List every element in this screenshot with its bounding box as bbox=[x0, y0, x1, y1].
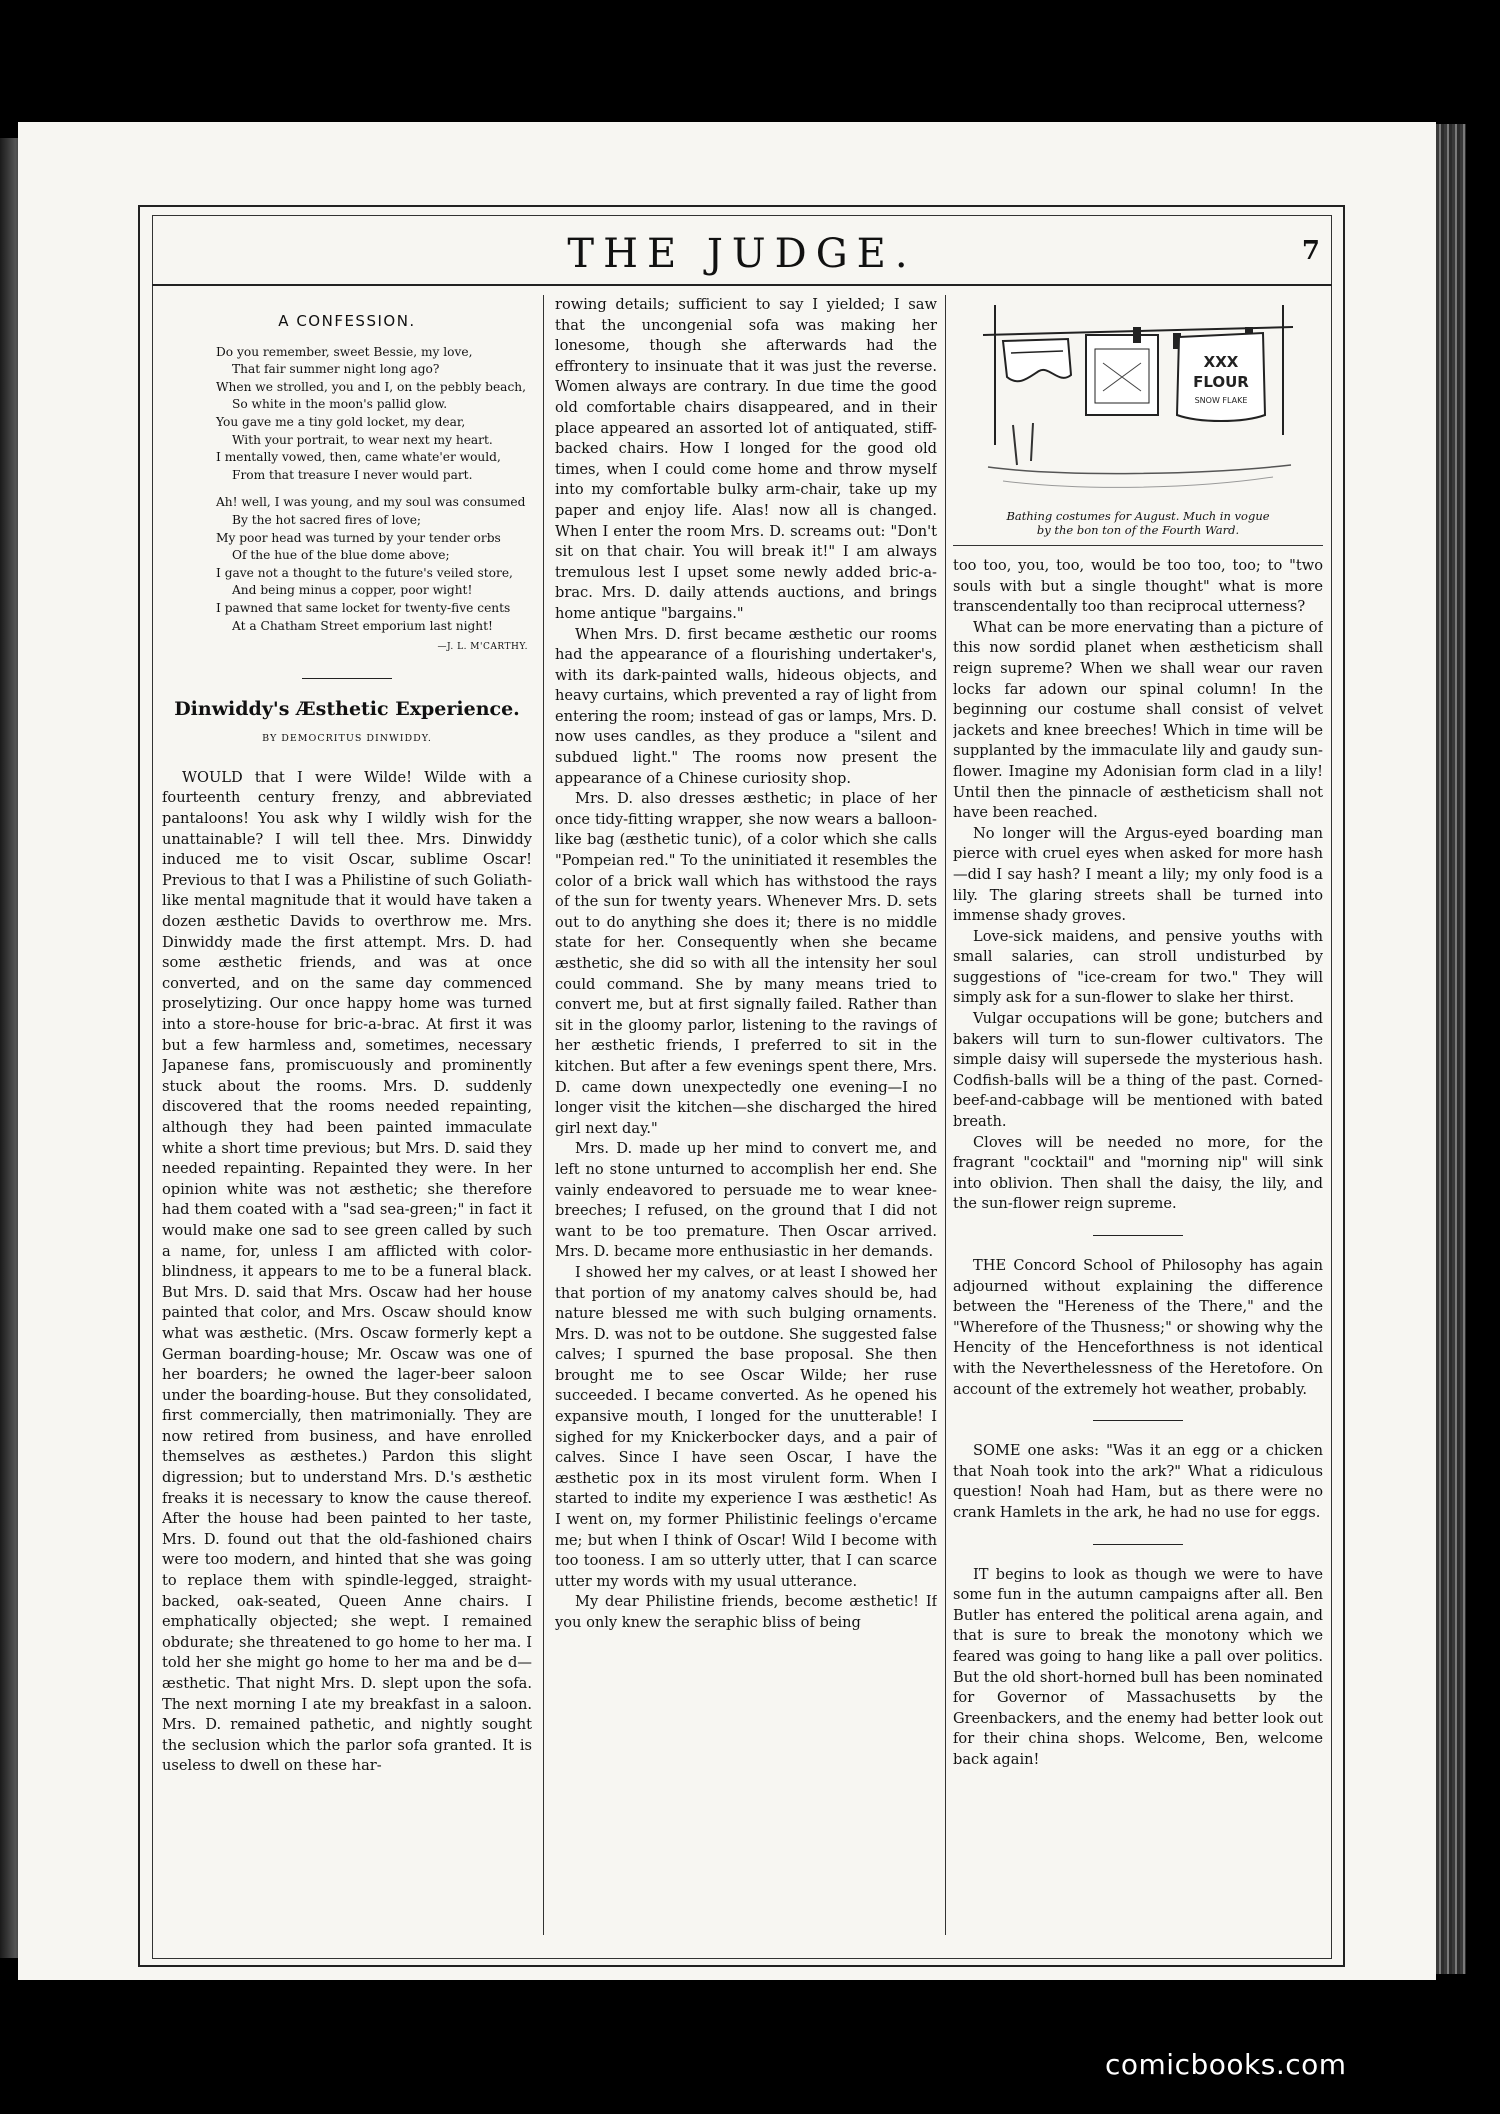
paragraph: Mrs. D. made up her mind to convert me, and left no stone unturned to accomplish her end. She vainly endeavored to persuade me to wear knee-breeches; I refused, on the ground that I did not want to be too premature. Then Oscar arrived. Mrs. D. became more enthusiastic in her demands. bbox=[555, 1140, 937, 1261]
paragraph: Love-sick maidens, and pensive youths with small salaries, can stroll undisturbed by suggestions of "ice-cream for two." They will simply ask for a sun-flower to slake her thirst. bbox=[953, 927, 1323, 1007]
sack-text-xxx: XXX bbox=[1203, 353, 1239, 371]
editorial-item: IT begins to look as though we were to have some fun in the autumn campaigns after all. Ben Butler has entered the political arena again, and that is sure to break the monotony which we feared was going to hang like a pall over politics. But the old short-horned bull has been nominated for Governor of Massachusetts by the Greenbackers, and the enemy had better look out for their china shops. Welcome, Ben, welcome back again! bbox=[953, 1565, 1323, 1768]
article-column-1-text bbox=[162, 768, 532, 1777]
paragraph: Cloves will be needed no more, for the fragrant "cocktail" and "morning nip" will sink into oblivion. Then shall the daisy, the lily, and the sun-flower reign supreme. bbox=[953, 1133, 1323, 1213]
page-number: 7 bbox=[1301, 236, 1320, 266]
paragraph: Vulgar occupations will be gone; butchers and bakers will turn to sun-flower cultivators. The simple daisy will supersede the mysterious hash. Codfish-balls will be a thing of the past. Corned-beef-and-cabbage will be mentioned with bated breath. bbox=[953, 1010, 1323, 1131]
poem-line: I gave not a thought to the future's veiled store, bbox=[216, 565, 513, 580]
column-1 bbox=[162, 295, 532, 1945]
item-divider bbox=[1093, 1235, 1183, 1236]
paragraph: WOULD that I were Wilde! Wilde with a fourteenth century frenzy, and abbreviated pantaloons! You ask why I wildly wish for the unattainable? I will tell thee. Mrs. Dinwiddy induced me to visit Oscar, sublime Oscar! Previous to that I was a Philistine of such Goliath-like mental magnitude that it would have taken a dozen æsthetic Davids to overthrow me. Mrs. Dinwiddy made the first attempt. Mrs. D. had some æsthetic friends, and was at once converted, and on the same day commenced proselytizing. Our once happy home was turned into a store-house for bric-a-brac. At first it was but a few harmless and, sometimes, necessary Japanese fans, promiscuously and prominently stuck about the rooms. Mrs. D. suddenly discovered that the rooms needed repainting, although they had been painted immaculate white a short time previous; but Mrs. D. said they needed repainting. Repainted they were. In her opinion white was not æsthetic; she therefore had them coated with a "sad sea-green;" in fact it would make one sad to see green called by such a name, for, unless I am afflicted with color-blindness, it appears to me to be a funeral black. But Mrs. D. said that Mrs. Oscaw had her house painted that color, and Mrs. Oscaw should know what was æsthetic. (Mrs. Oscaw formerly kept a German boarding-house; Mr. Oscaw was one of her boarders; he owned the lager-beer saloon under the boarding-house. But they consolidated, first commercially, then matrimonially. They are now retired from business, and have enrolled themselves as æsthetes.) Pardon this slight digression; but to understand Mrs. D.'s æsthetic freaks it is necessary to know the cause thereof. After the house had been painted to her taste, Mrs. D. found out that the old-fashioned chairs were too modern, and hinted that she was going to replace them with spindle-legged, straight-backed, oak-seated, Queen Anne chairs. I emphatically objected; she wept. I remained obdurate; she threatened to go home to her ma. I told her she might go home to her ma and be d—æsthetic. That night Mrs. D. slept upon the sofa. The next morning I ate my breakfast in a saloon. Mrs. D. remained pathetic, and nightly sought the seclusion which the parlor sofa granted. It is useless to dwell on these har- bbox=[162, 768, 532, 1775]
poem-stanza-gap bbox=[216, 484, 532, 494]
poem-line: At a Chatham Street emporium last night! bbox=[232, 618, 493, 633]
poem-line: You gave me a tiny gold locket, my dear, bbox=[216, 414, 466, 429]
poem-title: A CONFESSION. bbox=[278, 312, 416, 330]
section-divider bbox=[302, 678, 392, 679]
poem-line: And being minus a copper, poor wight! bbox=[232, 583, 473, 598]
article-column-3-text bbox=[953, 556, 1323, 1215]
column-rule-2 bbox=[945, 295, 946, 1935]
poem-line: That fair summer night long ago? bbox=[232, 362, 440, 377]
paragraph: No longer will the Argus-eyed boarding man pierce with cruel eyes when asked for more hash—did I say hash? I meant a lily; my only food is a lily. The glaring streets shall be turned into immense shady groves. bbox=[953, 824, 1323, 925]
poem-line: Of the hue of the blue dome above; bbox=[232, 548, 450, 563]
poem-line: Do you remember, sweet Bessie, my love, bbox=[216, 344, 473, 359]
paragraph: I showed her my calves, or at least I showed her that portion of my anatomy calves should be, had nature blessed me with such bulging ornaments. Mrs. D. was not to be outdone. She suggested false calves; I spurned the base proposal. She then brought me to see Oscar Wilde; her ruse succeeded. I became converted. As he opened his expansive mouth, I longed for the unutterable! I sighed for my Knickerbocker days, and a pair of calves. Since I have seen Oscar, I have the æsthetic pox in its most virulent form. When I started to indite my experience I was æsthetic! As I went on, my former Philistinic feelings o'ercame me; but when I think of Oscar! Wild I become with too tooness. I am so utterly utter, that I can scarce utter my words with my usual utterance. bbox=[555, 1263, 937, 1590]
poem-line: When we strolled, you and I, on the pebbly beach, bbox=[216, 379, 527, 394]
article-byline: BY DEMOCRITUS DINWIDDY. bbox=[262, 733, 432, 745]
poem-line: I pawned that same locket for twenty-five cents bbox=[216, 600, 511, 615]
poem-line: My poor head was turned by your tender orbs bbox=[216, 530, 501, 545]
poem-line: So white in the moon's pallid glow. bbox=[232, 397, 448, 412]
item-divider bbox=[1093, 1544, 1183, 1545]
column-rule-1 bbox=[543, 295, 544, 1935]
paragraph: rowing details; sufficient to say I yielded; I saw that the uncongenial sofa was making her lonesome, though she afterwards had the effrontery to insinuate that it was just the reverse. Women always are contrary. In due time the good old comfortable chairs disappeared, and in their place appeared an assorted lot of antiquated, stiff-backed chairs. How I longed for the good old times, when I could come home and throw myself into my comfortable bulky arm-chair, take up my paper and enjoy life. Alas! now all is changed. When I enter the room Mrs. D. screams out: "Don't sit on that chair. You will break it!" I am always tremulous lest I upset some newly added bric-a-brac. Mrs. D. daily attends auctions, and brings home antique "bargains." bbox=[555, 296, 937, 622]
editorial-item: SOME one asks: "Was it an egg or a chicken that Noah took into the ark?" What a ridiculous question! Noah had Ham, but as there were no crank Hamlets in the ark, he had no use for eggs. bbox=[953, 1442, 1323, 1521]
poem-body bbox=[216, 344, 532, 636]
masthead-title: THE JUDGE. bbox=[567, 231, 917, 277]
poem-author: —J. L. M'CARTHY. bbox=[437, 642, 528, 653]
paragraph: too too, you, too, would be too too, too; to "two souls with but a single thought" what is more transcendentally too than reciprocal utterness? bbox=[953, 557, 1323, 616]
illustration-caption: Bathing costumes for August. Much in vogue by the bon ton of the Fourth Ward. bbox=[1006, 509, 1270, 537]
item-divider bbox=[1093, 1420, 1183, 1421]
editorial-items bbox=[953, 1256, 1323, 1770]
sack-text-brand: SNOW FLAKE bbox=[1194, 396, 1248, 405]
article-title: Dinwiddy's Æsthetic Experience. bbox=[174, 697, 520, 720]
poem-line: With your portrait, to wear next my heart. bbox=[232, 432, 493, 447]
column-3 bbox=[953, 295, 1323, 1945]
site-watermark: comicbooks.com bbox=[1105, 2048, 1347, 2081]
masthead bbox=[152, 222, 1332, 286]
clothesline-illustration bbox=[973, 305, 1303, 505]
article-column-2-text bbox=[555, 295, 937, 1634]
editorial-item: THE Concord School of Philosophy has again adjourned without explaining the difference between the "Hereness of the There," and the "Wherefore of the Thusness;" or showing why the Hencity of the Henceforthness is not identical with the Neverthelessness of the Heretofore. On account of the extremely hot weather, probably. bbox=[953, 1257, 1323, 1398]
poem-line: By the hot sacred fires of love; bbox=[232, 512, 422, 527]
page-stack-edge bbox=[1436, 124, 1466, 1974]
poem-line: Ah! well, I was young, and my soul was consumed bbox=[216, 495, 526, 510]
poem-line: From that treasure I never would part. bbox=[232, 467, 473, 482]
paragraph: What can be more enervating than a picture of this now sordid planet when æstheticism shall reign supreme? When we shall wear our raven locks far adown our spinal column! In the beginning our costume shall consist of velvet jackets and knee breeches! Which in time will be supplanted by the immaculate lily and gaudy sun-flower. Imagine my Adonisian form clad in a lily! Until then the pinnacle of æstheticism shall not have been reached. bbox=[953, 618, 1323, 822]
column-2 bbox=[555, 295, 937, 1945]
paragraph: Mrs. D. also dresses æsthetic; in place of her once tidy-fitting wrapper, she now wears a balloon-like bag (æsthetic tunic), of a color which she calls "Pompeian red." To the uninitiated it resembles the color of a brick wall which has withstood the rays of the sun for twenty years. Whenever Mrs. D. sets out to do anything she does it; there is no middle state for her. Consequently when she became æsthetic, she did so with all the intensity her soul could command. She by many means tried to convert me, but at first signally failed. Rather than sit in the gloomy parlor, listening to the ravings of her æsthetic friends, I preferred to sit in the kitchen. But after a few evenings spent there, Mrs. D. came down unexpectedly one evening—I no longer visit the kitchen—she discharged the hired girl next day." bbox=[555, 790, 937, 1137]
poem-line: I mentally vowed, then, came whate'er would, bbox=[216, 450, 501, 465]
paragraph: My dear Philistine friends, become æsthetic! If you only knew the seraphic bliss of being bbox=[555, 1593, 937, 1631]
sack-text-flour: FLOUR bbox=[1193, 373, 1249, 391]
caption-rule bbox=[953, 545, 1323, 546]
paragraph: When Mrs. D. first became æsthetic our rooms had the appearance of a flourishing undertaker's, with its dark-painted walls, hideous objects, and heavy curtains, which prevented a ray of light from entering the room; instead of gas or lamps, Mrs. D. now uses candles, as they produce a "silent and subdued light." The rooms now present the appearance of a Chinese curiosity shop. bbox=[555, 625, 937, 787]
